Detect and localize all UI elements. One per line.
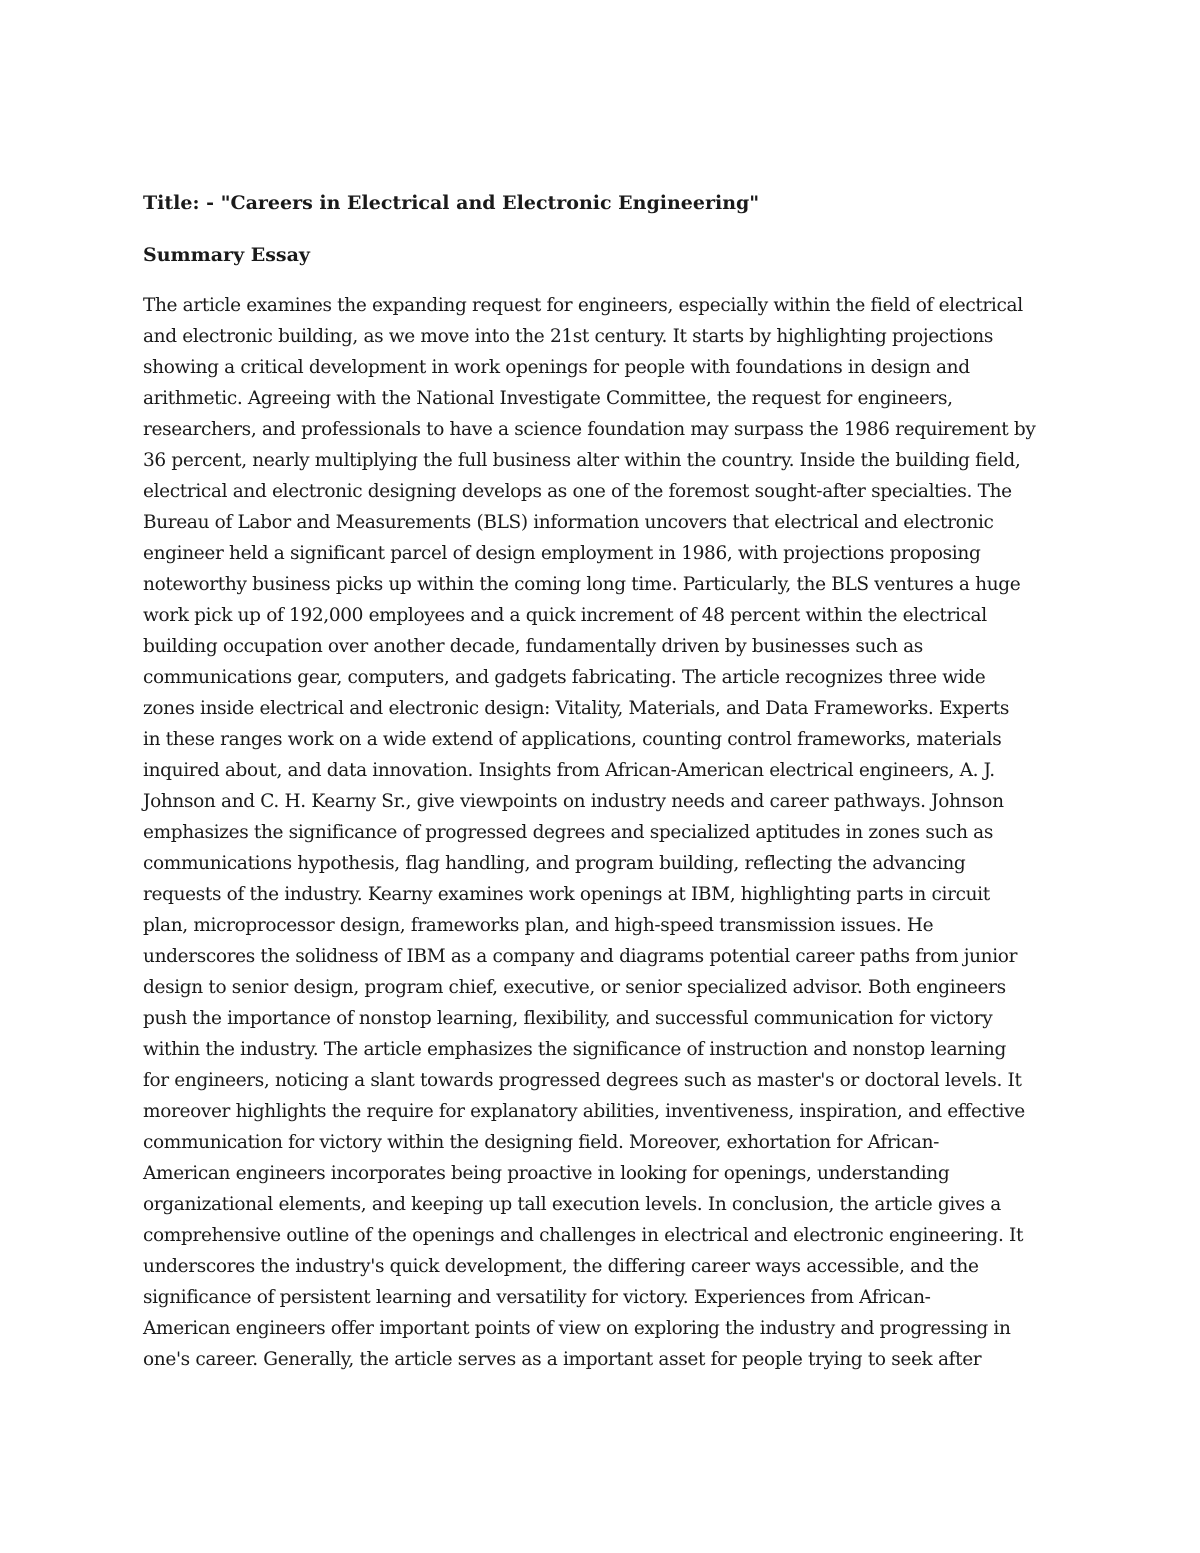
essay-line: comprehensive outline of the openings and challenges in electrical and electronic engineering. It	[143, 1225, 1024, 1246]
essay-line: emphasizes the significance of progressed degrees and specialized aptitudes in zones such as	[143, 822, 993, 843]
essay-line: organizational elements, and keeping up tall execution levels. In conclusion, the article gives a	[143, 1194, 1001, 1215]
essay-line: communication for victory within the designing field. Moreover, exhortation for African-	[143, 1132, 940, 1153]
essay-line: moreover highlights the require for explanatory abilities, inventiveness, inspiration, and effective	[143, 1101, 1025, 1122]
essay-line: showing a critical development in work openings for people with foundations in design and	[143, 357, 970, 378]
essay-line: in these ranges work on a wide extend of applications, counting control frameworks, materials	[143, 729, 1002, 750]
essay-body	[143, 290, 1058, 1375]
document-content	[143, 190, 1058, 1375]
essay-line: noteworthy business picks up within the coming long time. Particularly, the BLS ventures a huge	[143, 574, 1021, 595]
essay-line: communications gear, computers, and gadgets fabricating. The article recognizes three wide	[143, 667, 986, 688]
essay-line: The article examines the expanding request for engineers, especially within the field of electrical	[143, 295, 1023, 316]
essay-line: American engineers incorporates being proactive in looking for openings, understanding	[143, 1163, 950, 1184]
essay-line: 36 percent, nearly multiplying the full business alter within the country. Inside the building field,	[143, 450, 1021, 471]
essay-line: researchers, and professionals to have a science foundation may surpass the 1986 requirement by	[143, 419, 1036, 440]
essay-line: work pick up of 192,000 employees and a quick increment of 48 percent within the electrical	[143, 605, 987, 626]
essay-line: and electronic building, as we move into the 21st century. It starts by highlighting projections	[143, 326, 993, 347]
essay-line: one's career. Generally, the article serves as a important asset for people trying to seek after	[143, 1349, 982, 1370]
essay-line: underscores the industry's quick development, the differing career ways accessible, and the	[143, 1256, 979, 1277]
essay-line: requests of the industry. Kearny examines work openings at IBM, highlighting parts in circuit	[143, 884, 990, 905]
essay-line: arithmetic. Agreeing with the National Investigate Committee, the request for engineers,	[143, 388, 953, 409]
essay-line: plan, microprocessor design, frameworks plan, and high-speed transmission issues. He	[143, 915, 934, 936]
essay-line: design to senior design, program chief, executive, or senior specialized advisor. Both engineers	[143, 977, 1006, 998]
essay-line: for engineers, noticing a slant towards progressed degrees such as master's or doctoral levels. It	[143, 1070, 1022, 1091]
essay-line: communications hypothesis, flag handling, and program building, reflecting the advancing	[143, 853, 966, 874]
essay-line: Johnson and C. H. Kearny Sr., give viewpoints on industry needs and career pathways. Johnson	[143, 791, 1004, 812]
essay-line: inquired about, and data innovation. Insights from African-American electrical engineers, A. J.	[143, 760, 995, 781]
document-title: Title: - "Careers in Electrical and Electronic Engineering"	[143, 192, 760, 214]
essay-line: within the industry. The article emphasizes the significance of instruction and nonstop learning	[143, 1039, 1006, 1060]
essay-line: electrical and electronic designing develops as one of the foremost sought-after specialties. The	[143, 481, 1012, 502]
essay-line: push the importance of nonstop learning, flexibility, and successful communication for victory	[143, 1008, 993, 1029]
essay-line: underscores the solidness of IBM as a company and diagrams potential career paths from junior	[143, 946, 1018, 967]
essay-line: building occupation over another decade, fundamentally driven by businesses such as	[143, 636, 923, 657]
essay-line: significance of persistent learning and versatility for victory. Experiences from African-	[143, 1287, 931, 1308]
essay-line: engineer held a significant parcel of design employment in 1986, with projections proposing	[143, 543, 981, 564]
document-subtitle: Summary Essay	[143, 244, 310, 266]
essay-line: American engineers offer important points of view on exploring the industry and progressing in	[143, 1318, 1011, 1339]
essay-line: zones inside electrical and electronic design: Vitality, Materials, and Data Frameworks. Experts	[143, 698, 1010, 719]
essay-line: Bureau of Labor and Measurements (BLS) information uncovers that electrical and electronic	[143, 512, 994, 533]
